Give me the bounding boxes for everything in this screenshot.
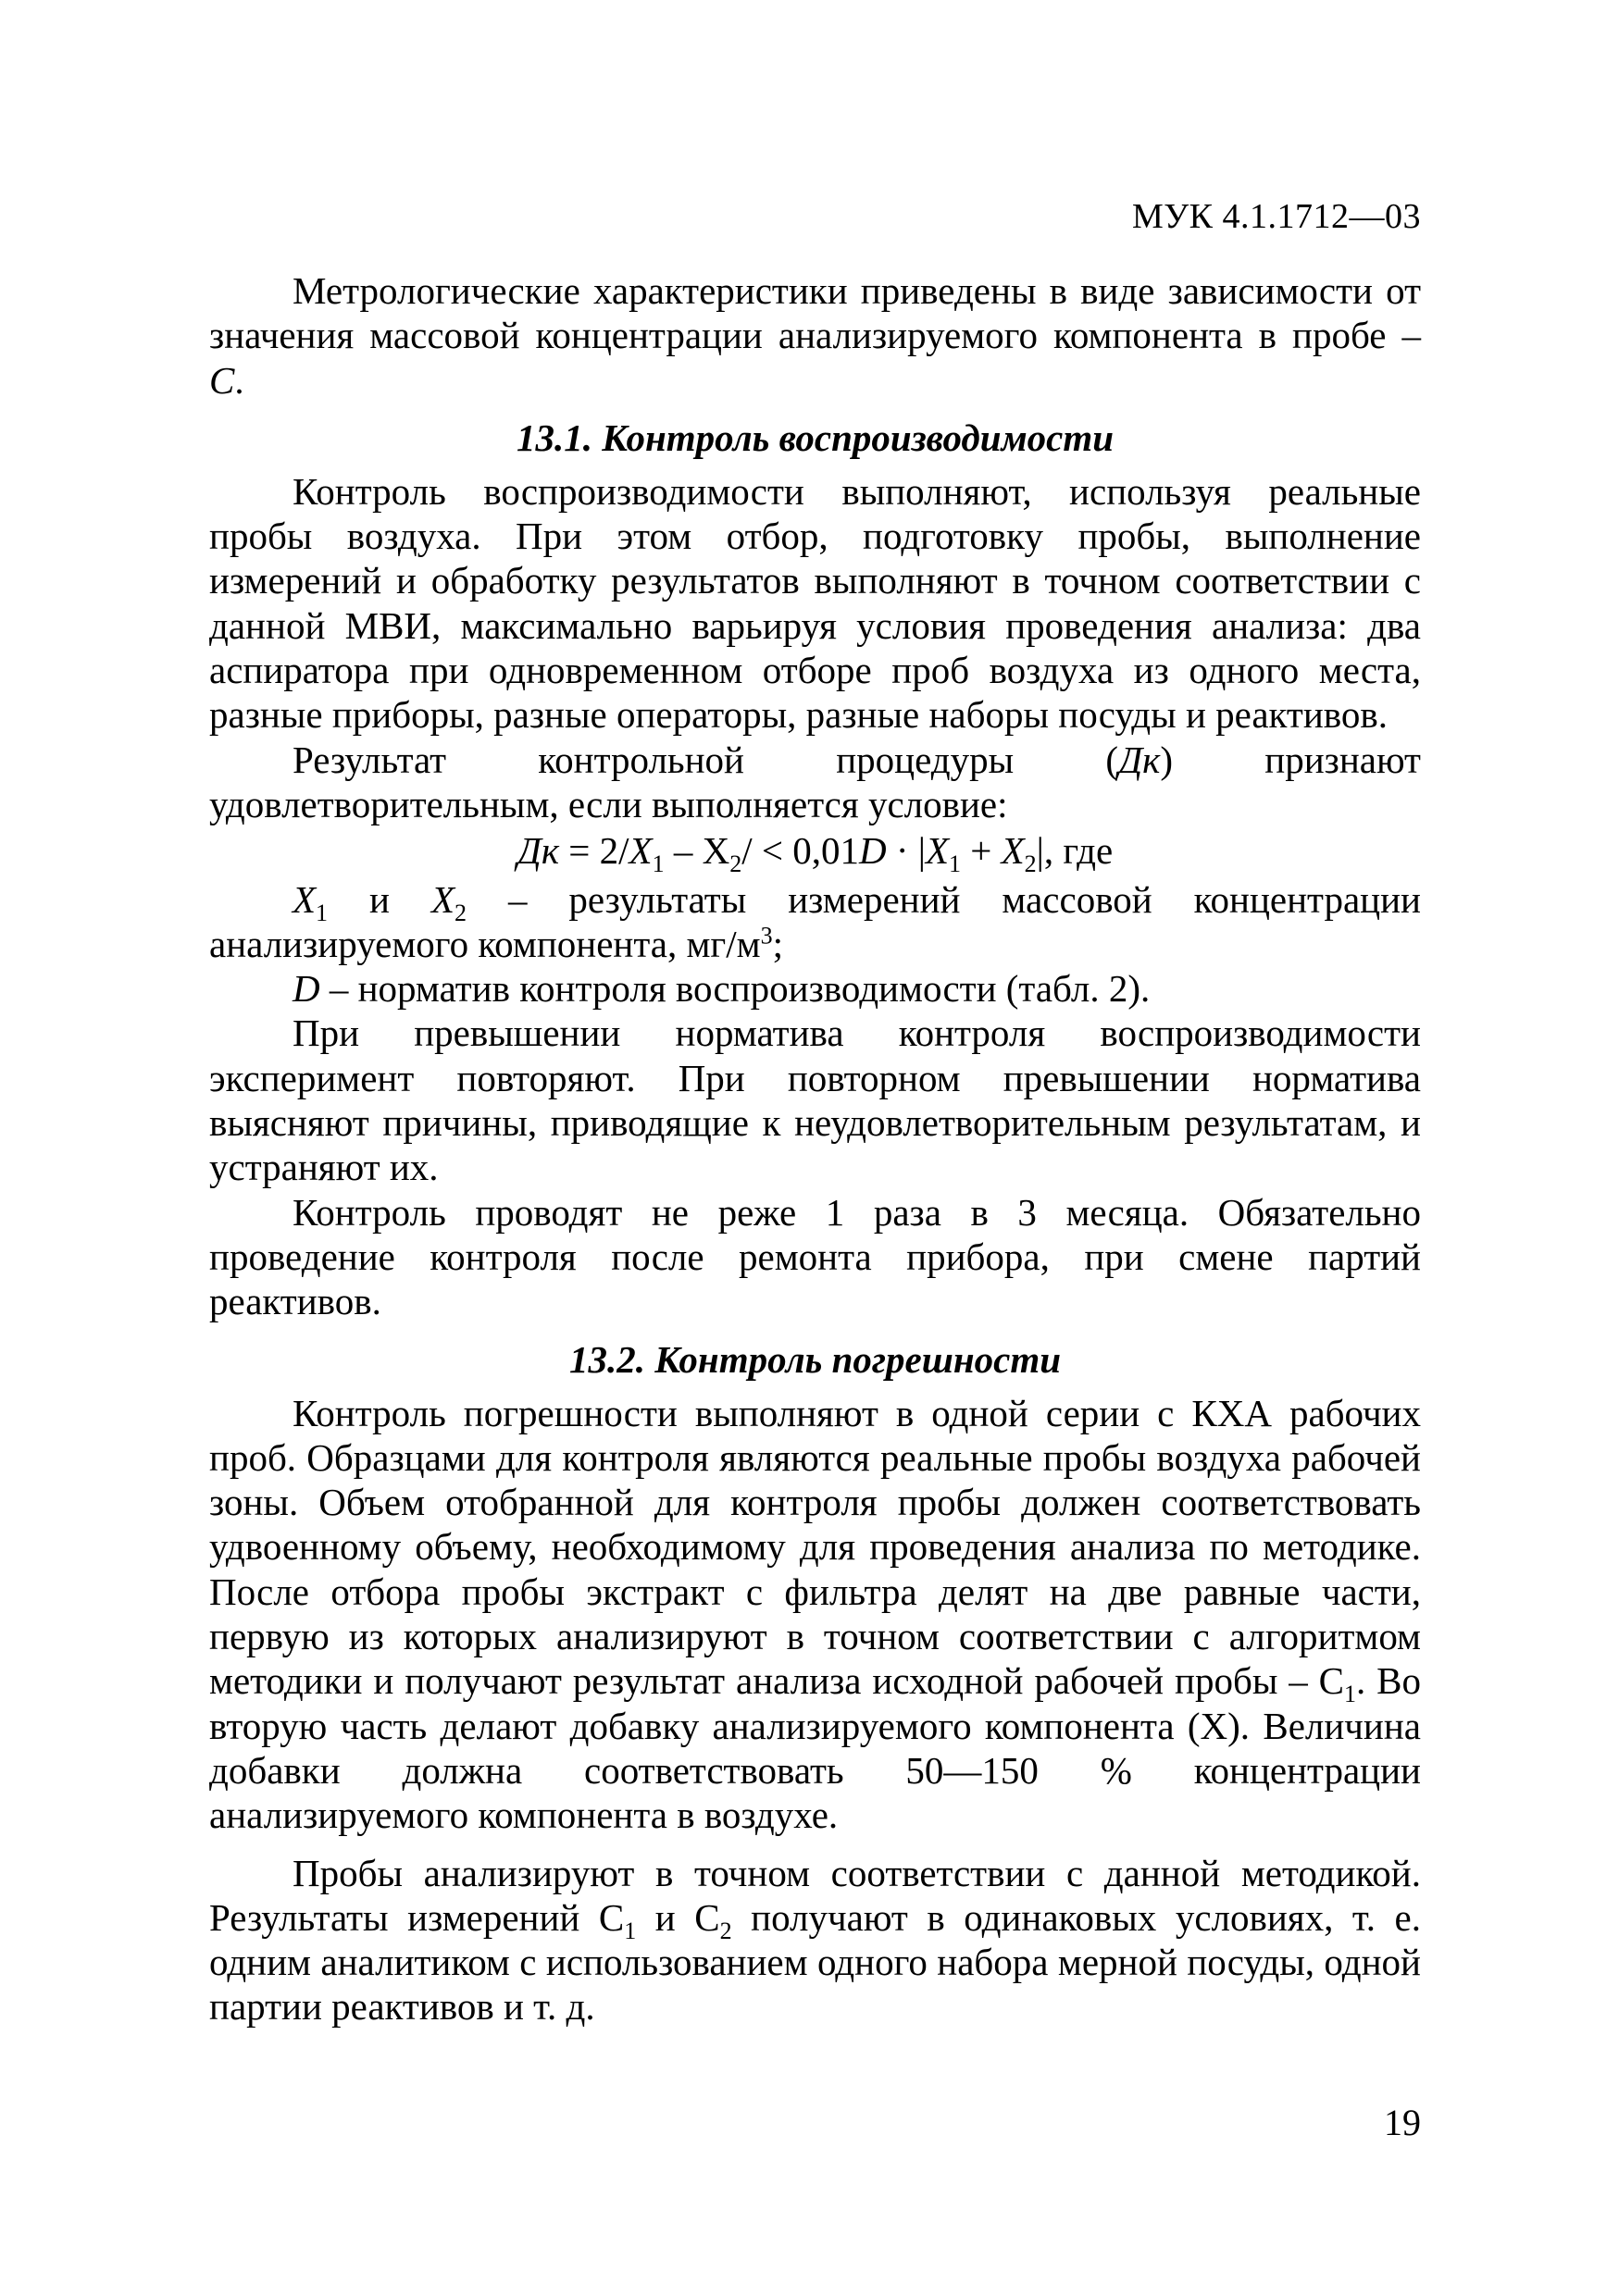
intro-paragraph [209, 268, 1421, 403]
paragraph-gap [209, 1838, 1421, 1851]
error-p1-sub: 1 [1344, 1681, 1356, 1708]
def-x2-sub: 2 [454, 899, 467, 926]
reproducibility-formula [209, 828, 1421, 878]
formula-eq: = 2/ [559, 829, 629, 873]
formula-x2b-sub: 2 [1024, 850, 1037, 878]
reproducibility-paragraph-1: Контроль воспроизводимости выполняют, используя реальные пробы воздуха. При этом отбор, подготовку пробы, выполнение измерений и обработку результатов выполняют в точном соответствии с данной МВИ, максимально варьируя условия проведения анализа: два аспиратора при одновременном отборе проб воздуха из одного места, разные приборы, разные операторы, разные наборы посуды и реактивов. [209, 469, 1421, 737]
error-paragraph-2 [209, 1851, 1421, 2029]
p2-symbol: Дк [1118, 738, 1161, 781]
error-p1-b: . Во вторую часть делают добавку анализируемого компонента (Х). Величина добавки должна соответствовать 50—150 % концентрации анализируемого компонента в воздухе. [209, 1659, 1421, 1837]
def-and: и [328, 877, 431, 921]
reproducibility-paragraph-3: При превышении норматива контроля воспроизводимости эксперимент повторяют. При повторном превышении норматива выясняют причины, приводящие к неудовлетворительным результатам, и устраняют их. [209, 1011, 1421, 1189]
def-text: – результаты измерений массовой концентрации анализируемого компонента, мг/м [209, 877, 1421, 965]
def-d-text: – норматив контроля воспроизводимости (табл. 2). [319, 967, 1151, 1011]
formula-minus: – X [664, 829, 730, 873]
error-p2-b: получают в одинаковых условиях, т. е. одним аналитиком с использованием одного набора мерной посуды, одной партии реактивов и т. д. [209, 1895, 1421, 2029]
formula-x1b: X [925, 829, 949, 873]
intro-text: Метрологические характеристики приведены в виде зависимости от значения массовой концентрации анализируемого компонента в пробе – [209, 269, 1421, 357]
intro-end: . [234, 358, 244, 402]
error-paragraph-1 [209, 1391, 1421, 1838]
formula-x2b: X [1001, 829, 1025, 873]
formula-lhs: Дк [517, 829, 560, 873]
page-body [209, 268, 1421, 2029]
formula-dot: · | [886, 829, 926, 873]
error-p1-a: Контроль погрешности выполняют в одной серии с КХА рабочих проб. Образцами для контроля являются реальные пробы воздуха рабочей зоны. Объем отобранной для контроля пробы должен соответствовать удвоенному объему, необходимому для проведения анализа по методике. После отбора пробы экстракт с фильтра делят на две равные части, первую из которых анализируют в точном соответствии с алгоритмом методики и получают результат анализа исходной рабочей пробы – С [209, 1391, 1421, 1703]
formula-lt: / < 0,01 [741, 829, 859, 873]
formula-end: |, где [1036, 829, 1114, 873]
reproducibility-paragraph-2 [209, 738, 1421, 827]
page-number: 19 [1384, 2102, 1421, 2143]
def-sup: 3 [760, 922, 773, 949]
section-title-error: 13.2. Контроль погрешности [568, 1337, 1062, 1381]
formula-x1: X [629, 829, 653, 873]
def-d-symbol: D [293, 967, 320, 1011]
formula-x1-sub: 1 [652, 850, 665, 878]
error-p2-sub2: 2 [719, 1917, 732, 1944]
formula-plus: + [961, 829, 1002, 873]
formula-x2-sub: 2 [729, 850, 742, 878]
definition-d [209, 966, 1421, 1011]
def-x1: X [293, 877, 317, 921]
error-p2-mid: и С [636, 1895, 720, 1939]
def-end: ; [772, 922, 783, 965]
error-p2-sub1: 1 [624, 1917, 637, 1944]
def-x1-sub: 1 [316, 899, 329, 926]
reproducibility-paragraph-4: Контроль проводят не реже 1 раза в 3 месяца. Обязательно проведение контроля после ремонта прибора, при смене партий реактивов. [209, 1190, 1421, 1323]
formula-d: D [858, 829, 887, 873]
definition-x1-x2 [209, 877, 1421, 967]
formula-x1b-sub: 1 [949, 850, 961, 878]
error-p2-a: Пробы анализируют в точном соответствии с данной методикой. Результаты измерений С [209, 1851, 1421, 1939]
p2-text-b: ) признают удовлетворительным, если выполняется условие: [209, 738, 1421, 825]
section-title-reproducibility: 13.1. Контроль воспроизводимости [516, 416, 1115, 459]
p2-text-a: Результат контрольной процедуры ( [293, 738, 1119, 781]
document-code: МУК 4.1.1712—03 [1131, 197, 1421, 236]
intro-symbol: С [209, 358, 235, 402]
def-x2: X [430, 877, 455, 921]
